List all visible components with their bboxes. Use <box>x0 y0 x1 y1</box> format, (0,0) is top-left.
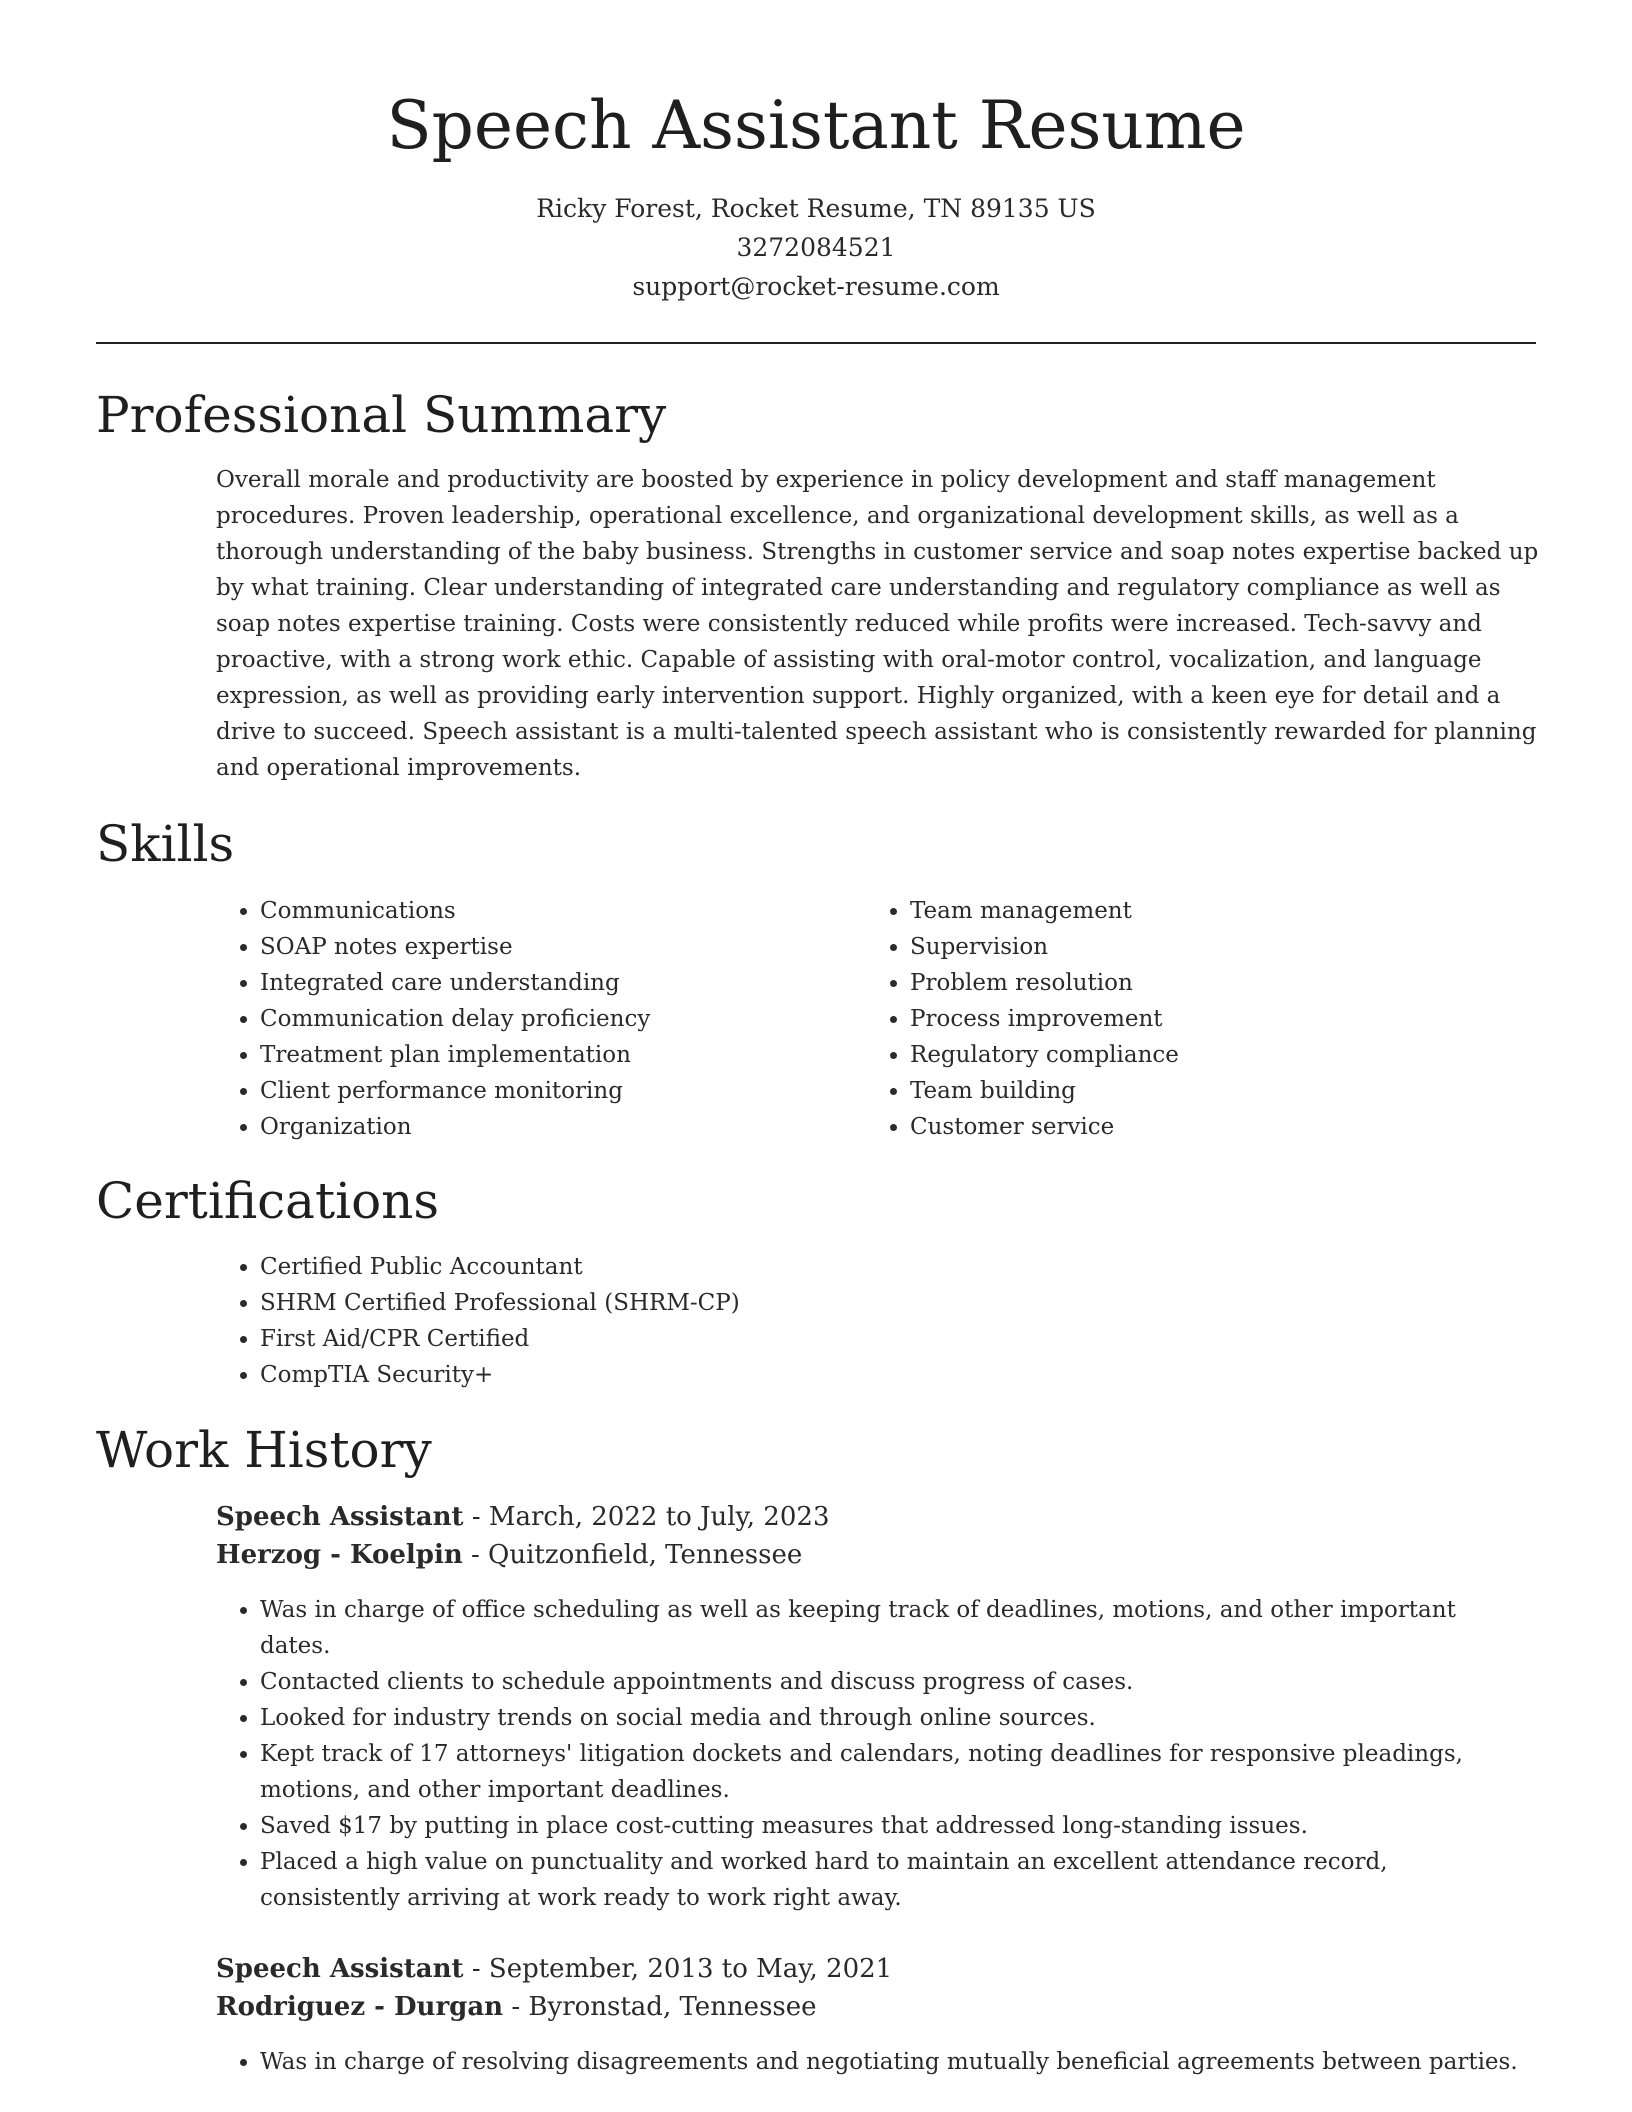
job-title-line <box>216 1498 829 1536</box>
summary-heading: Professional Summary <box>96 386 667 444</box>
skill-item: • Communication delay proficiency <box>260 1001 860 1037</box>
skill-item: • Team building <box>910 1073 1550 1109</box>
skill-item: • Customer service <box>910 1109 1550 1145</box>
job-location: - Byronstad, Tennessee <box>503 1992 817 2022</box>
summary-text: Overall morale and productivity are boosted by experience in policy development and staff management procedures. Proven leadership, operational excellence, and organizational development skills, as well as a thorough understanding of the baby business. Strengths in customer service and soap notes expertise backed up by what training. Clear understanding of integrated care understanding and regulatory compliance as well as soap notes expertise training. Costs were consistently reduced while profits were increased. Tech-savvy and proactive, with a strong work ethic. Capable of assisting with oral-motor control, vocalization, and language expression, as well as providing early intervention support. Highly organized, with a keen eye for detail and a drive to succeed. Speech assistant is a multi-talented speech assistant who is consistently rewarded for planning and operational improvements. <box>216 467 1539 781</box>
job-bullet: • Contacted clients to schedule appointments and discuss progress of cases. <box>260 1664 1530 1700</box>
job-bullet: • Looked for industry trends on social media and through online sources. <box>260 1700 1530 1736</box>
job-title-line <box>216 1950 892 1988</box>
certification-item: • SHRM Certified Professional (SHRM-CP) <box>260 1285 1560 1321</box>
certifications-list <box>216 1249 1560 1393</box>
skill-item: • Problem resolution <box>910 965 1550 1001</box>
job-bullet: • Saved $17 by putting in place cost-cutting measures that addressed long-standing issues. <box>260 1808 1530 1844</box>
work-history-heading: Work History <box>96 1421 432 1479</box>
job-dates: - September, 2013 to May, 2021 <box>463 1954 893 1984</box>
certification-item: • CompTIA Security+ <box>260 1357 1560 1393</box>
skill-item: • Integrated care understanding <box>260 965 860 1001</box>
job-bullet: • Placed a high value on punctuality and worked hard to maintain an excellent attendance record, consistently arriving at work ready to work right away. <box>260 1844 1530 1916</box>
skills-list-left <box>216 893 860 1145</box>
job-company-line <box>216 1988 817 2026</box>
contact-email: support@rocket-resume.com <box>632 272 1000 301</box>
job-role: Speech Assistant <box>216 1954 464 1984</box>
job-company-line <box>216 1536 802 1574</box>
job-dates: - March, 2022 to July, 2023 <box>463 1502 830 1532</box>
certification-item: • First Aid/CPR Certified <box>260 1321 1560 1357</box>
job-location: - Quitzonfield, Tennessee <box>462 1540 803 1570</box>
certifications-heading: Certifications <box>96 1172 440 1230</box>
job-bullets <box>216 1592 1530 1916</box>
skills-list-right <box>866 893 1550 1145</box>
skill-item: • Treatment plan implementation <box>260 1037 860 1073</box>
job-role: Speech Assistant <box>216 1502 464 1532</box>
certification-item: • Certified Public Accountant <box>260 1249 1560 1285</box>
job-company: Rodriguez - Durgan <box>216 1992 504 2022</box>
job-bullet: • Was in charge of resolving disagreements and negotiating mutually beneficial agreements between parties. <box>260 2044 1530 2080</box>
skill-item: • SOAP notes expertise <box>260 929 860 965</box>
skill-item: • Regulatory compliance <box>910 1037 1550 1073</box>
skill-item: • Organization <box>260 1109 860 1145</box>
job-bullet: • Kept track of 17 attorneys' litigation dockets and calendars, noting deadlines for responsive pleadings, motions, and other important deadlines. <box>260 1736 1530 1808</box>
skill-item: • Supervision <box>910 929 1550 965</box>
header-divider <box>96 342 1536 344</box>
skill-item: • Communications <box>260 893 860 929</box>
resume-title: Speech Assistant Resume <box>386 87 1246 164</box>
contact-phone: 3272084521 <box>736 233 896 262</box>
contact-address: Ricky Forest, Rocket Resume, TN 89135 US <box>536 194 1096 223</box>
skill-item: • Client performance monitoring <box>260 1073 860 1109</box>
skill-item: • Process improvement <box>910 1001 1550 1037</box>
job-bullet: • Was in charge of office scheduling as well as keeping track of deadlines, motions, and other important dates. <box>260 1592 1530 1664</box>
skills-heading: Skills <box>96 815 235 873</box>
skill-item: • Team management <box>910 893 1550 929</box>
job-company: Herzog - Koelpin <box>216 1540 463 1570</box>
job-bullets <box>216 2044 1530 2080</box>
